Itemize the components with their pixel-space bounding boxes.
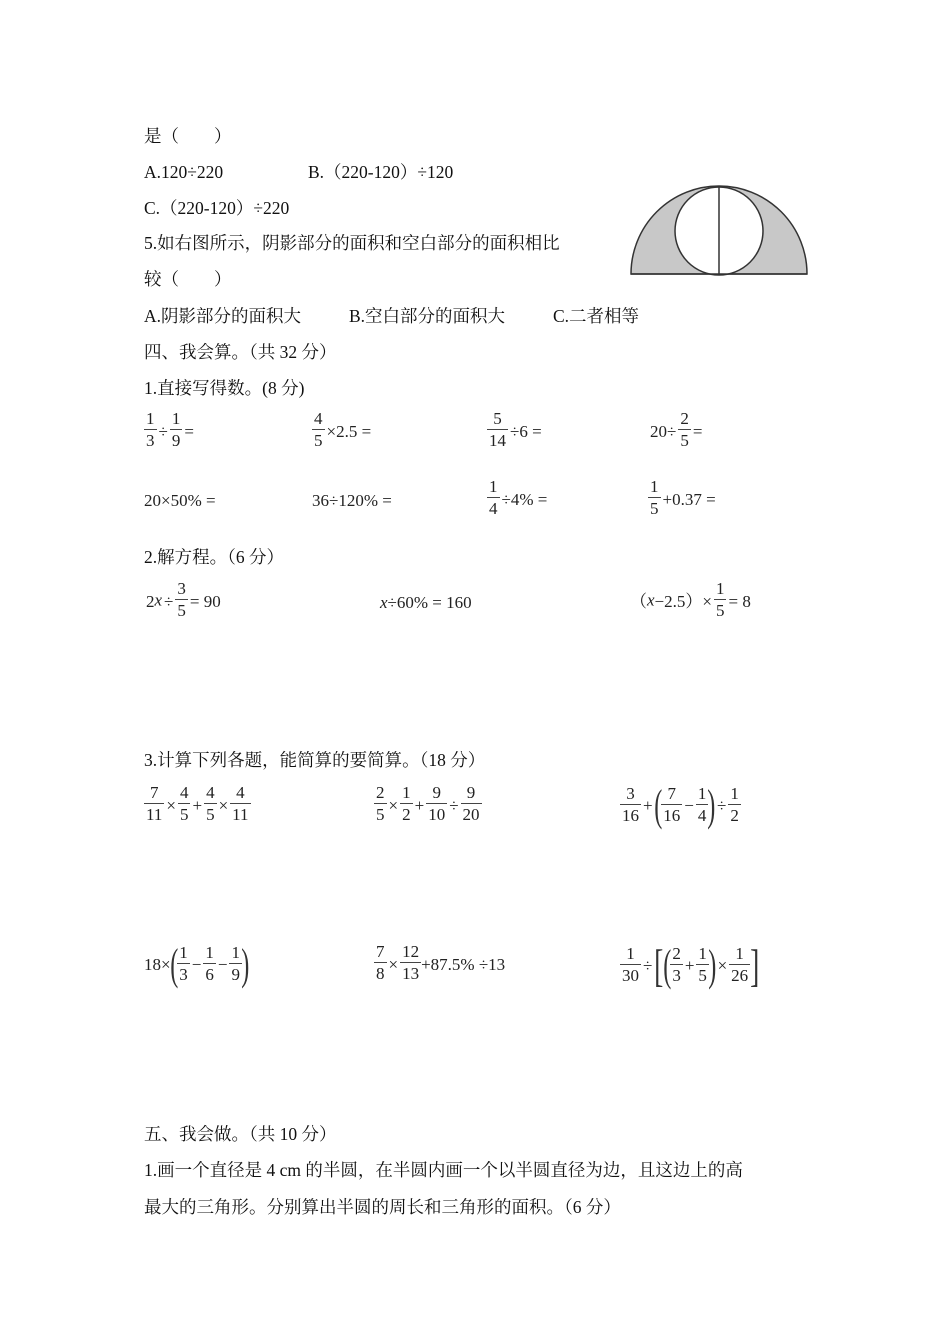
section5-q1-line1: 1.画一个直径是 4 cm 的半圆，在半圆内画一个以半圆直径为边，且这边上的高 <box>144 1160 743 1180</box>
q5-stem-line1: 5.如右图所示，阴影部分的面积和空白部分的面积相比 <box>144 233 560 253</box>
q4-option-b: B.（220-120）÷120 <box>308 162 454 182</box>
q5-option-b: B.空白部分的面积大 <box>349 306 506 326</box>
part1-title: 1.直接写得数。(8 分) <box>144 378 305 398</box>
calc-b4: $\frac{1}{5}$ +0.37 = <box>650 477 716 518</box>
calc-b3: $\frac{1}{4}$ ÷4% = <box>489 477 548 518</box>
calc-b1: 20×50% = <box>144 491 216 510</box>
part2-title: 2.解方程。（6 分） <box>144 547 284 567</box>
calc-b2: 36÷120% = <box>312 491 392 510</box>
q4-line-tail: 是（ ） <box>144 126 232 146</box>
calc-a3: $\frac{5}{14}$ ÷6 = <box>489 409 542 450</box>
part3-title: 3.计算下列各题，能简算的要简算。（18 分） <box>144 750 486 770</box>
calc-d3: $\frac{1}{30}$ ÷[( $\frac{2}{3}$ + $\frac{1}{5}$ )× $\frac{1}{26}$ ] <box>622 940 760 991</box>
calc-d1: 18×( $\frac{1}{3}$ − $\frac{1}{6}$ − $\frac{1}{9}$ ) <box>144 940 250 989</box>
equation-3: （x−2.5）× $\frac{1}{5}$ = 8 <box>630 579 751 620</box>
section5-q1-line2: 最大的三角形。分别算出半圆的周长和三角形的面积。（6 分） <box>144 1197 621 1217</box>
calc-a4: 20÷ $\frac{2}{5}$ = <box>650 409 703 450</box>
calc-c2: $\frac{2}{5}$ × $\frac{1}{2}$ + $\frac{9}{10}$ ÷ $\frac{9}{20}$ <box>376 783 480 824</box>
equation-1: 2x ÷ $\frac{3}{5}$ = 90 <box>146 579 221 620</box>
q4-option-a: A.120÷220 <box>144 162 224 182</box>
calc-a2: $\frac{4}{5}$ ×2.5 = <box>314 409 372 450</box>
calc-c1: $\frac{7}{11}$ × $\frac{4}{5}$ + $\frac{4}{5}$ × $\frac{4}{11}$ <box>146 783 249 824</box>
calc-d2: $\frac{7}{8}$ × $\frac{12}{13}$ +87.5% ÷13 <box>376 942 506 983</box>
calc-c3: $\frac{3}{16}$ +( $\frac{7}{16}$ − $\frac{1}{4}$ )÷ $\frac{1}{2}$ <box>622 781 739 830</box>
section5-title: 五、我会做。（共 10 分） <box>144 1124 337 1144</box>
semicircle-figure <box>628 184 810 278</box>
q5-option-c: C.二者相等 <box>553 306 640 326</box>
calc-a1: $\frac{1}{3}$ ÷ $\frac{1}{9}$ = <box>146 409 194 450</box>
q5-stem-line2: 较（ ） <box>144 269 232 289</box>
q5-option-a: A.阴影部分的面积大 <box>144 306 302 326</box>
equation-2: x÷60% = 160 <box>380 593 472 612</box>
section4-title: 四、我会算。（共 32 分） <box>144 342 337 362</box>
q4-option-c: C.（220-120）÷220 <box>144 198 290 218</box>
